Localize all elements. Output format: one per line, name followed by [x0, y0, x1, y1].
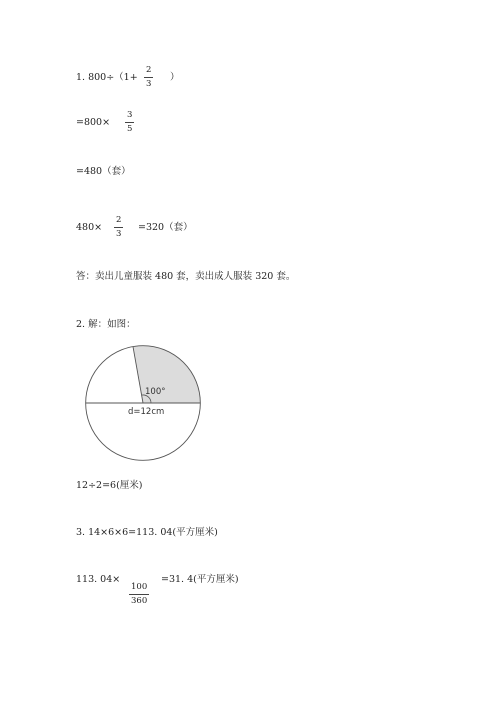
- calc-line-1: 12÷2=6(厘米): [76, 480, 143, 491]
- circle-diagram: [81, 341, 205, 465]
- equation-line-3: =480（套）: [76, 166, 131, 177]
- fraction-numerator: 3: [127, 110, 133, 120]
- shaded-sector: [133, 346, 200, 403]
- fraction-denominator: 3: [146, 78, 152, 89]
- equation-line-4: 480×: [76, 222, 103, 233]
- fraction-denominator: 360: [131, 595, 148, 606]
- equation-4-suffix: =320（套）: [138, 222, 193, 233]
- calc-line-3: 113. 04×: [76, 574, 121, 585]
- fraction-numerator: 2: [116, 215, 122, 225]
- fraction-denominator: 5: [127, 123, 133, 134]
- fraction-numerator: 100: [131, 582, 148, 592]
- equation-1-prefix: 1. 800÷（1+: [76, 72, 138, 83]
- fraction-numerator: 2: [146, 65, 152, 75]
- equation-line-2: =800×: [76, 117, 111, 128]
- fraction-3-5: [125, 111, 134, 133]
- problem-2-heading: 2. 解：如图：: [76, 319, 136, 330]
- answer-line: 答：卖出儿童服装 480 套，卖出成人服装 320 套。: [76, 271, 296, 282]
- angle-label: 100°: [145, 387, 166, 397]
- equation-1-suffix: ）: [170, 72, 180, 83]
- diameter-label: d=12cm: [128, 407, 165, 417]
- calc-line-2: 3. 14×6×6=113. 04(平方厘米): [76, 527, 218, 538]
- fraction-2-3-a: [144, 66, 153, 88]
- fraction-2-3-b: [114, 216, 123, 238]
- equation-line-1: [76, 73, 138, 83]
- fraction-denominator: 3: [116, 228, 122, 239]
- calc-3-suffix: =31. 4(平方厘米): [161, 574, 239, 585]
- fraction-100-360: [129, 583, 149, 605]
